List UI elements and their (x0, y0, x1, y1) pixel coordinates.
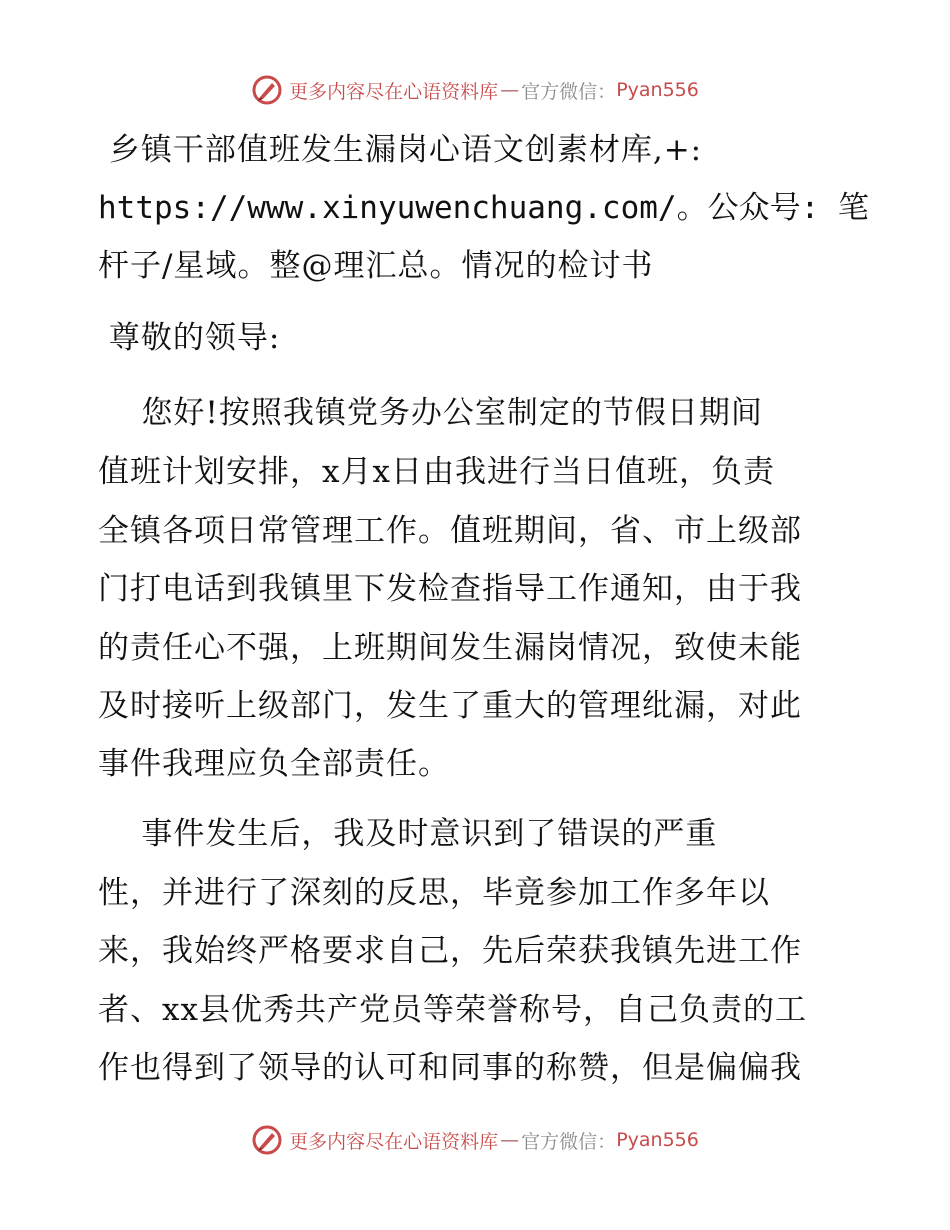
paragraph-line: 门打电话到我镇里下发检查指导工作通知，由于我 (98, 571, 802, 607)
banner-wechat-label: 官方微信： (521, 80, 617, 103)
pen-logo-icon (251, 1124, 283, 1156)
header-banner (0, 70, 950, 110)
title-line-1: 乡镇干部值班发生漏岗心语文创素材库,+: (98, 132, 703, 168)
paragraph-line: 全镇各项日常管理工作。值班期间，省、市上级部 (98, 513, 802, 549)
paragraph-line: 及时接听上级部门，发生了重大的管理纰漏，对此 (98, 688, 802, 724)
pen-logo-icon (251, 74, 283, 106)
banner-dash: — (500, 1129, 520, 1151)
paragraph-line: 作也得到了领导的认可和同事的称赞，但是偏偏我 (98, 1050, 802, 1086)
banner-text: 更多内容尽在心语资料库 (289, 1130, 499, 1153)
paragraph-line: 您好!按照我镇党务办公室制定的节假日期间 (98, 395, 763, 431)
banner-account: Pyan556 (616, 79, 699, 101)
banner-dash: — (500, 79, 520, 101)
banner-account: Pyan556 (616, 1129, 699, 1151)
paragraph-line: 者、xx县优秀共产党员等荣誉称号，自己负责的工 (98, 992, 807, 1028)
footer-banner (0, 1120, 950, 1160)
title-line-3: 杆子/星域。整@理汇总。情况的检讨书 (98, 248, 654, 284)
paragraph-line: 值班计划安排，x月x日由我进行当日值班，负责 (98, 454, 775, 490)
salutation: 尊敬的领导: (98, 320, 281, 356)
paragraph-line: 来，我始终严格要求自己，先后荣获我镇先进工作 (98, 933, 802, 969)
title-line-2: https://www.xinyuwenchuang.com/。公众号: 笔 (98, 190, 869, 226)
paragraph-line: 事件我理应负全部责任。 (98, 746, 450, 782)
banner-text: 更多内容尽在心语资料库 (289, 80, 499, 103)
paragraph-line: 性，并进行了深刻的反思，毕竟参加工作多年以 (98, 875, 770, 911)
paragraph-line: 事件发生后，我及时意识到了错误的严重 (98, 816, 718, 852)
paragraph-line: 的责任心不强，上班期间发生漏岗情况，致使未能 (98, 630, 802, 666)
banner-wechat-label: 官方微信： (521, 1130, 617, 1153)
